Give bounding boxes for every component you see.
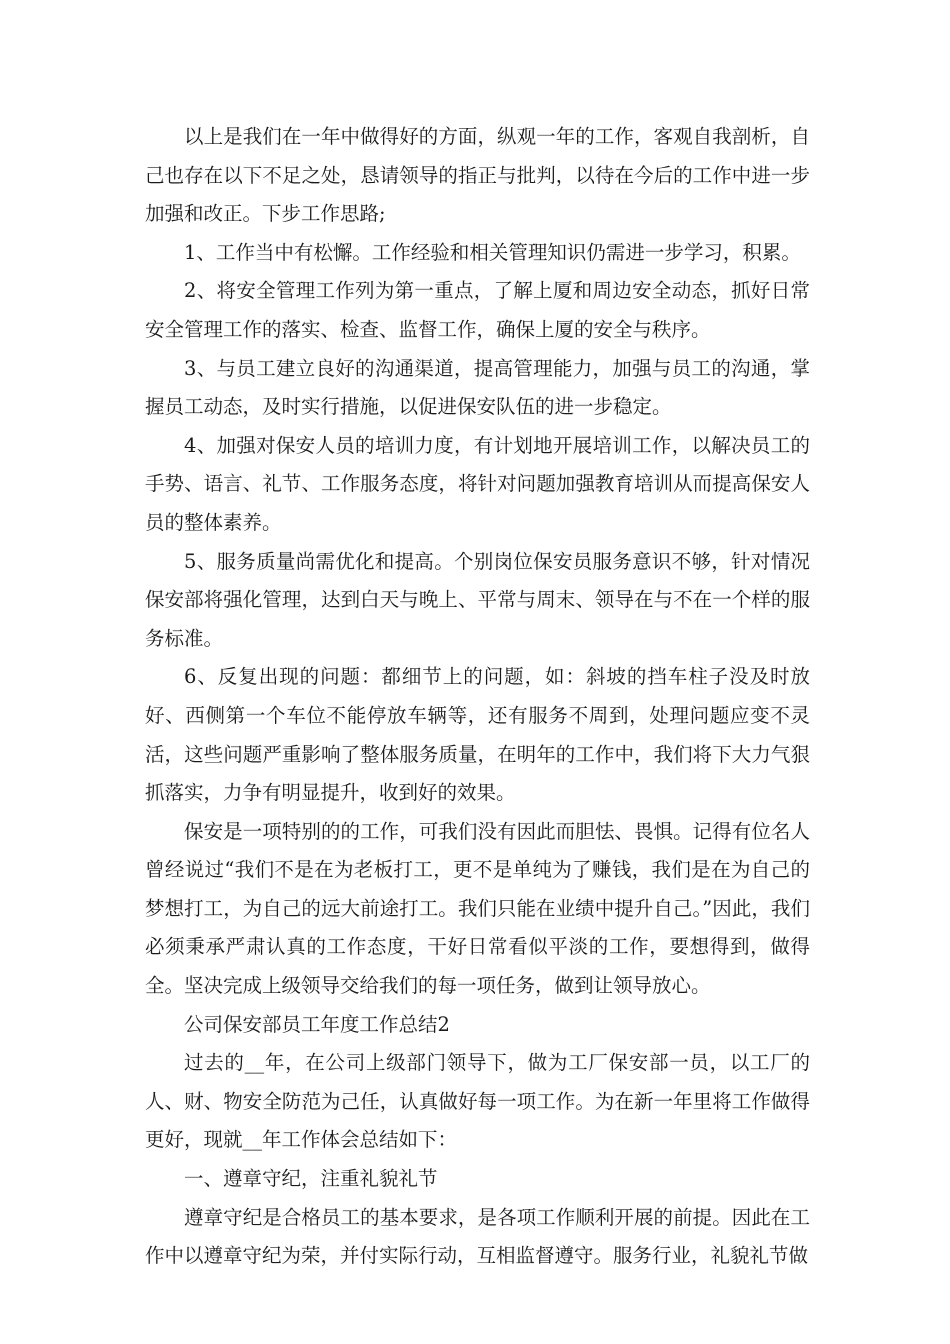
paragraph-item-5: 5、服务质量尚需优化和提高。个别岗位保安员服务意识不够，针对情况保安部将强化管理，达到白天与晚上、平常与周末、领导在与不在一个样的服务标准。 xyxy=(145,549,810,650)
paragraph-item-3: 3、与员工建立良好的沟通渠道，提高管理能力，加强与员工的沟通，掌握员工动态，及时实行措施，以促进保安队伍的进一步稳定。 xyxy=(145,356,810,419)
paragraph-item-6: 6、反复出现的问题：都细节上的问题，如：斜坡的挡车柱子没及时放好、西侧第一个车位不能停放车辆等，还有服务不周到，处理问题应变不灵活，这些问题严重影响了整体服务质量，在明年的工作中，我们将下大力气狠抓落实，力争有明显提升，收到好的效果。 xyxy=(145,665,810,805)
paragraph-item-1: 1、工作当中有松懈。工作经验和相关管理知识仍需进一步学习，积累。 xyxy=(184,240,801,264)
paragraph-section-intro: 过去的__年，在公司上级部门领导下，做为工厂保安部一员，以工厂的人、财、物安全防范为己任，认真做好每一项工作。为在新一年里将工作做得更好，现就__年工作体会总结如下： xyxy=(145,1051,810,1152)
subheading-discipline: 一、遵章守纪，注重礼貌礼节 xyxy=(184,1167,438,1191)
document-body xyxy=(145,118,810,1276)
paragraph-summary-intro: 以上是我们在一年中做得好的方面，纵观一年的工作，客观自我剖析，自己也存在以下不足之处，恳请领导的指正与批判，以待在今后的工作中进一步加强和改正。下步工作思路; xyxy=(145,125,810,226)
paragraph-item-4: 4、加强对保安人员的培训力度，有计划地开展培训工作，以解决员工的手势、语言、礼节、工作服务态度，将针对问题加强教育培训从而提高保安人员的整体素养。 xyxy=(145,433,810,534)
paragraph-item-2: 2、将安全管理工作列为第一重点，了解上厦和周边安全动态，抓好日常安全管理工作的落实、检查、监督工作，确保上厦的安全与秩序。 xyxy=(145,279,810,341)
paragraph-conclusion: 保安是一项特别的的工作，可我们没有因此而胆怯、畏惧。记得有位名人曾经说过“我们不是在为老板打工，更不是单纯为了赚钱，我们是在为自己的梦想打工，为自己的远大前途打工。我们只能在业绩中提升自己。”因此，我们必须秉承严肃认真的工作态度，干好日常看似平淡的工作，要想得到，做得全。坚决完成上级领导交给我们的每一项任务，做到让领导放心。 xyxy=(145,819,810,998)
paragraph-discipline: 遵章守纪是合格员工的基本要求，是各项工作顺利开展的前提。因此在工作中以遵章守纪为荣，并付实际行动，互相监督遵守。服务行业，礼貌礼节做 xyxy=(145,1205,810,1268)
section-title: 公司保安部员工年度工作总结2 xyxy=(184,1012,450,1036)
